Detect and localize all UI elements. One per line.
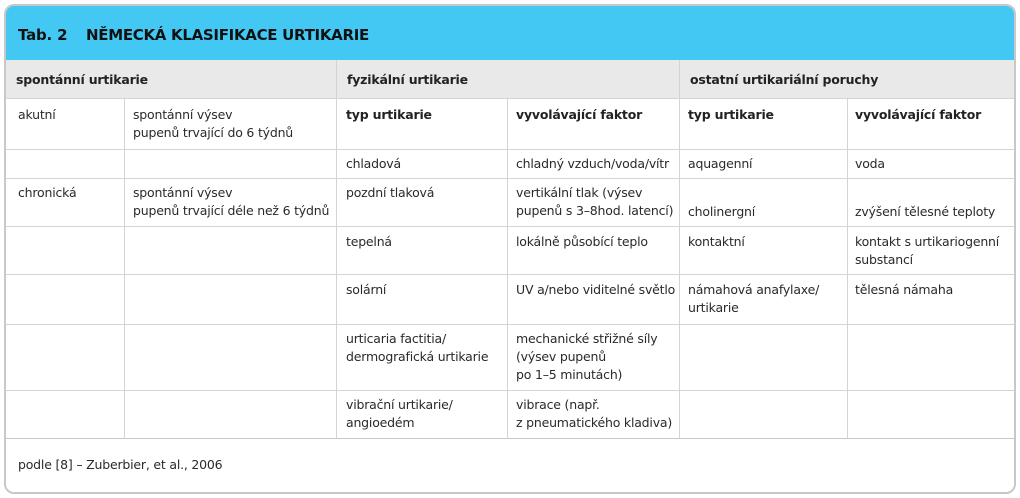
row-divider xyxy=(6,390,1014,391)
section-header-label: spontánní urtikarie xyxy=(16,72,148,87)
row-divider xyxy=(6,98,1014,99)
column-header-type: typ urtikarie xyxy=(346,107,432,122)
column-header-type: typ urtikarie xyxy=(688,107,774,122)
other-trigger: kontakt s urtikariogenní substancí xyxy=(855,234,1000,267)
row-divider xyxy=(6,149,1014,150)
physical-trigger: vertikální tlak (výsev pupenů s 3–8hod. latencí) xyxy=(516,185,674,218)
spontaneous-type: chronická xyxy=(18,185,77,200)
section-header-spontaneous xyxy=(6,60,336,98)
table-title: NĚMECKÁ KLASIFIKACE URTIKARIE xyxy=(86,26,369,44)
table-bottom-border xyxy=(6,438,1014,439)
physical-type: pozdní tlaková xyxy=(346,185,435,200)
other-trigger: voda xyxy=(855,156,885,171)
spontaneous-type: akutní xyxy=(18,107,56,122)
section-header-other xyxy=(680,60,1014,98)
physical-trigger: vibrace (např. z pneumatického kladiva) xyxy=(516,397,673,430)
row-divider xyxy=(6,226,1014,227)
spontaneous-description: spontánní výsev pupenů trvající do 6 týdnů xyxy=(133,107,294,140)
source-note: podle [8] – Zuberbier, et al., 2006 xyxy=(18,457,223,472)
section-header-physical xyxy=(337,60,679,98)
title-bar xyxy=(6,6,1014,60)
other-trigger: tělesná námaha xyxy=(855,282,954,297)
physical-type: urticaria factitia/ dermografická urtikarie xyxy=(346,331,489,364)
column-divider xyxy=(336,60,337,438)
table-number: Tab. 2 xyxy=(18,26,68,44)
physical-trigger: mechanické střižné síly (výsev pupenů po 1–5 minutách) xyxy=(516,331,658,382)
other-type: kontaktní xyxy=(688,234,745,249)
other-type: aquagenní xyxy=(688,156,753,171)
column-divider xyxy=(679,60,680,438)
section-header-label: ostatní urtikariální poruchy xyxy=(690,72,879,87)
physical-type: solární xyxy=(346,282,387,297)
spontaneous-description: spontánní výsev pupenů trvající déle než 6 týdnů xyxy=(133,185,330,218)
physical-trigger: UV a/nebo viditelné světlo xyxy=(516,282,676,297)
physical-type: tepelná xyxy=(346,234,392,249)
other-type: námahová anafylaxe/ urtikarie xyxy=(688,282,820,315)
other-type: cholinergní xyxy=(688,204,756,219)
column-header-trigger: vyvolávající faktor xyxy=(516,107,643,122)
row-divider xyxy=(6,274,1014,275)
table-frame xyxy=(4,4,1016,494)
row-divider xyxy=(6,324,1014,325)
physical-type: vibrační urtikarie/ angioedém xyxy=(346,397,453,430)
other-trigger: zvýšení tělesné teploty xyxy=(855,204,996,219)
column-header-trigger: vyvolávající faktor xyxy=(855,107,982,122)
physical-type: chladová xyxy=(346,156,401,171)
physical-trigger: chladný vzduch/voda/vítr xyxy=(516,156,669,171)
physical-trigger: lokálně působící teplo xyxy=(516,234,648,249)
row-divider xyxy=(6,178,1014,179)
section-header-label: fyzikální urtikarie xyxy=(347,72,468,87)
